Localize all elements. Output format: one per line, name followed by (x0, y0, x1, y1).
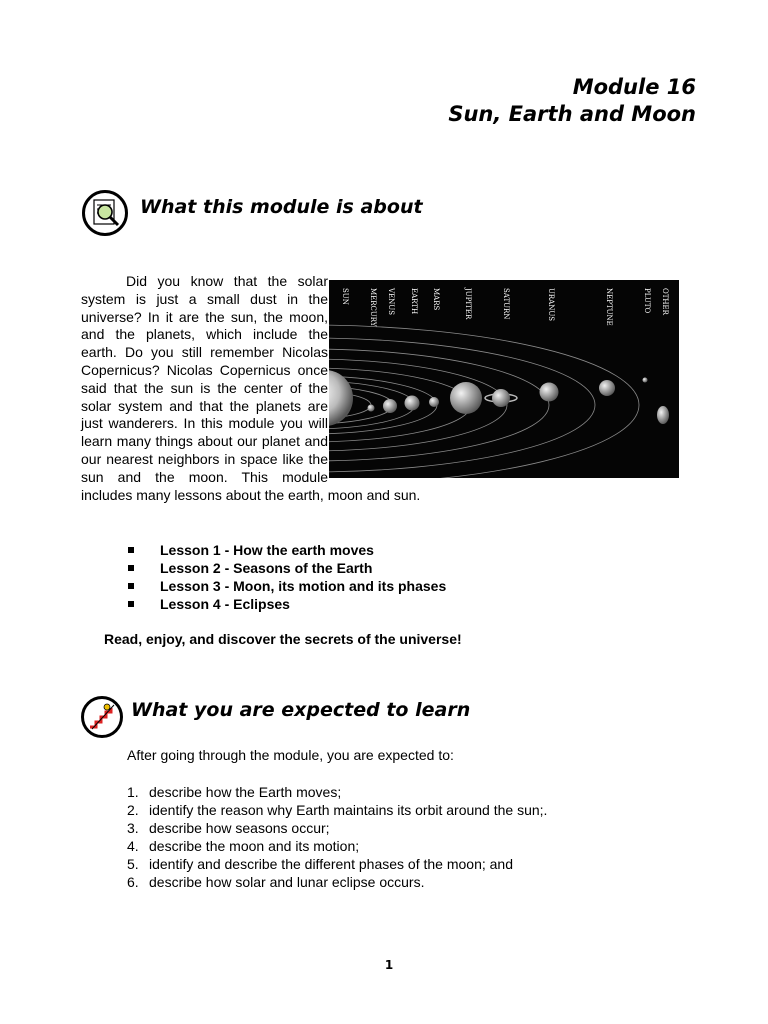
closing-line: Read, enjoy, and discover the secrets of the universe! (104, 631, 462, 647)
planet-label-uranus: URANUS (547, 288, 555, 322)
objectives-list (127, 783, 547, 891)
planet-label-mars: MARS (432, 288, 440, 311)
section-heading-about: What this module is about (140, 196, 423, 218)
list-item: 2. identify the reason why Earth maintains its orbit around the sun;. (127, 802, 548, 818)
objectives-lead: After going through the module, you are expected to: (127, 747, 454, 763)
planet-label-pluto: PLUTO (643, 288, 651, 314)
planet-label-neptune: NEPTUNE (605, 288, 613, 326)
planet-label-sun: SUN (341, 288, 349, 305)
planet-label-venus: VENUS (387, 288, 395, 315)
planet-label-jupiter: JUPITER (464, 288, 472, 320)
module-subtitle: Sun, Earth and Moon (448, 102, 696, 126)
list-item: 3. describe how seasons occur; (127, 820, 330, 836)
magnifier-document-icon (82, 190, 128, 236)
intro-paragraph (81, 273, 696, 504)
module-title (448, 74, 696, 128)
page-number: 1 (384, 958, 394, 972)
planet-label-mercury: MERCURY (369, 288, 377, 327)
intro-text: Did you know that the solar system is just a small dust in the universe? In it are the sun, the moon, and the planets, which include the earth. Do you still remember Nicolas Copernicus? Nicolas Copernicus once said that the sun is the center of the solar system and that the planets are just wanderers. In this module you will learn many things about our planet and our nearest neighbors in space like the sun and the moon. This module includes many lessons about the earth, moon and sun. (81, 273, 421, 503)
section-heading-expected: What you are expected to learn (131, 699, 471, 721)
planet-label-other: OTHER (661, 288, 669, 315)
planet-label-earth: EARTH (410, 288, 418, 315)
list-item: Lesson 2 - Seasons of the Earth (128, 559, 446, 577)
list-item: 4. describe the moon and its motion; (127, 838, 360, 854)
list-item: 1. describe how the Earth moves; (127, 784, 342, 800)
planet-label-saturn: SATURN (502, 288, 510, 320)
lessons-list (128, 541, 446, 613)
list-item: Lesson 4 - Eclipses (128, 595, 446, 613)
list-item: 6. describe how solar and lunar eclipse occurs. (127, 874, 425, 890)
staircase-icon (81, 696, 123, 738)
list-item: Lesson 3 - Moon, its motion and its phases (128, 577, 446, 595)
module-number: Module 16 (572, 75, 696, 99)
list-item: Lesson 1 - How the earth moves (128, 541, 446, 559)
list-item: 5. identify and describe the different phases of the moon; and (127, 856, 513, 872)
